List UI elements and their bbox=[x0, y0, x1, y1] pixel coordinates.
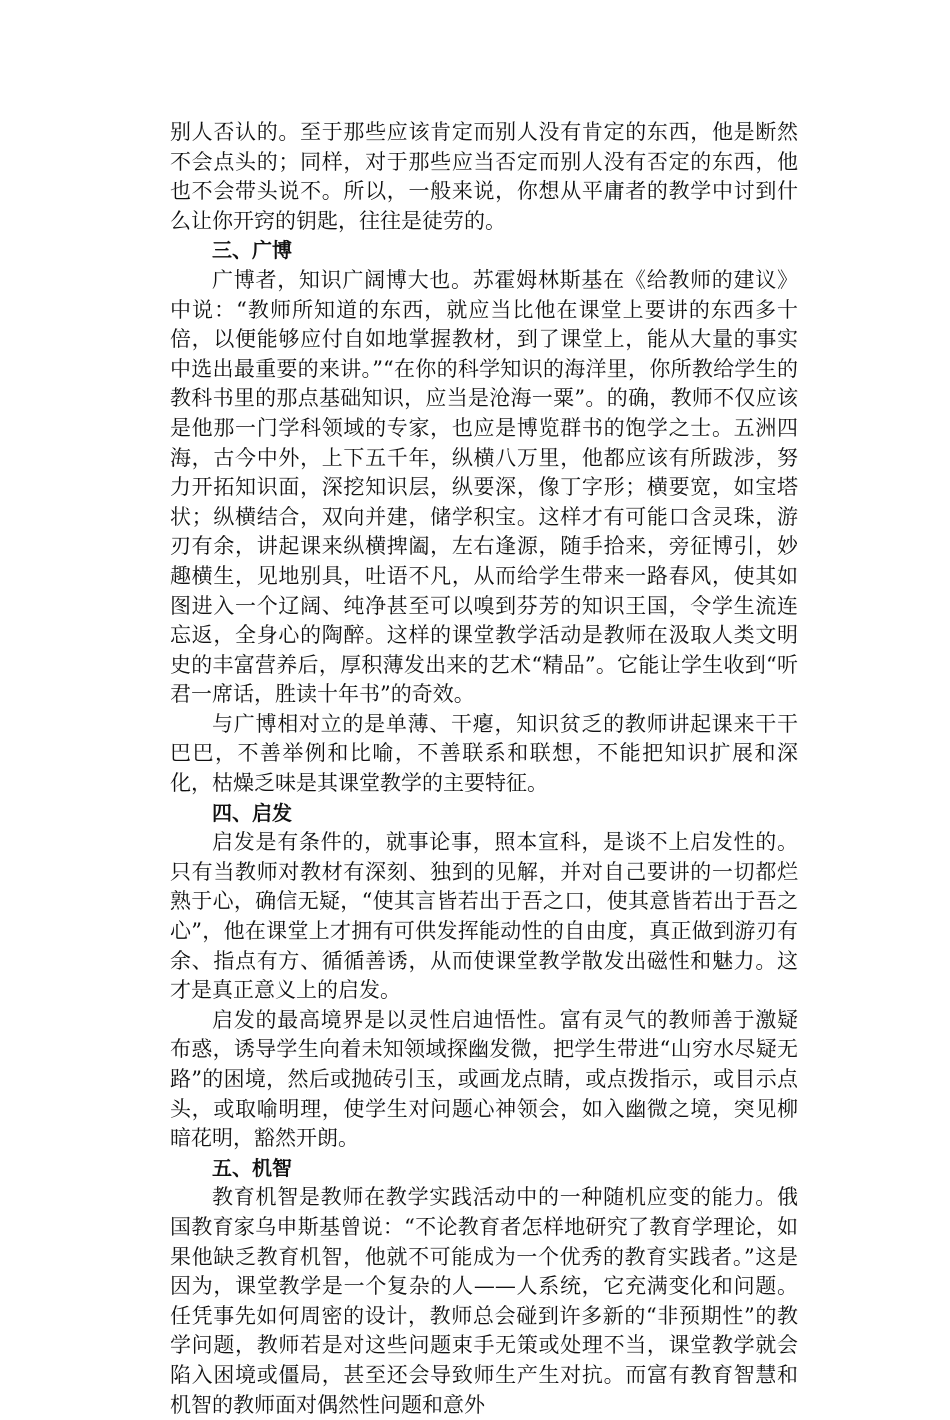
paragraph-qifa-1: 启发是有条件的，就事论事，照本宣科，是谈不上启发性的。只有当教师对教材有深刻、独到的见解，并对自己要讲的一切都烂熟于心，确信无疑，“使其言皆若出于吾之口，使其意皆若出于吾之心”，他在课堂上才拥有可供发挥能动性的自由度，真正做到游刃有余、指点有方、循循善诱，从而使课堂教学散发出磁性和魅力。这才是真正意义上的启发。 bbox=[170, 830, 798, 1003]
section-heading-guangbo: 三、广博 bbox=[212, 238, 292, 263]
paragraph-qifa-2: 启发的最高境界是以灵性启迪悟性。富有灵气的教师善于激疑布惑，诱导学生向着未知领域探幽发微，把学生带进“山穷水尽疑无路”的困境，然后或抛砖引玉，或画龙点睛，或点拨指示，或目示点头，或取喻明理，使学生对问题心神领会，如入幽微之境，突见柳暗花明，豁然开朗。 bbox=[170, 1007, 798, 1151]
document-page bbox=[170, 118, 798, 1420]
paragraph-jizhi-1: 教育机智是教师在教学实践活动中的一种随机应变的能力。俄国教育家乌申斯基曾说：“不论教育者怎样地研究了教育学理论，如果他缺乏教育机智，他就不可能成为一个优秀的教育实践者。”这是因为，课堂教学是一个复杂的人——人系统，它充满变化和问题。任凭事先如何周密的设计，教师总会碰到许多新的“非预期性”的教学问题，教师若是对这些问题束手无策或处理不当，课堂教学就会陷入困境或僵局，甚至还会导致师生产生对抗。而富有教育智慧和机智的教师面对偶然性问题和意外 bbox=[170, 1185, 798, 1417]
paragraph-continuation: 别人否认的。至于那些应该肯定而别人没有肯定的东西，他是断然不会点头的；同样，对于那些应当否定而别人没有否定的东西，他也不会带头说不。所以，一般来说，你想从平庸者的教学中讨到什么让你开窍的钥匙，往往是徒劳的。 bbox=[170, 120, 798, 233]
section-heading-qifa: 四、启发 bbox=[212, 800, 292, 825]
paragraph-guangbo-1: 广博者，知识广阔博大也。苏霍姆林斯基在《给教师的建议》中说：“教师所知道的东西，就应当比他在课堂上要讲的东西多十倍，以便能够应付自如地掌握教材，到了课堂上，能从大量的事实中选出最重要的来讲。”“在你的科学知识的海洋里，你所教给学生的教科书里的那点基础知识，应当是沧海一粟”。的确，教师不仅应该是他那一门学科领域的专家，也应是博览群书的饱学之士。五洲四海，古今中外，上下五千年，纵横八万里，他都应该有所跋涉，努力开拓知识面，深挖知识层，纵要深，像丁字形；横要宽，如宝塔状；纵横结合，双向并建，储学积宝。这样才有可能口含灵珠，游刃有余，讲起课来纵横捭阖，左右逢源，随手拾来，旁征博引，妙趣横生，见地别具，吐语不凡，从而给学生带来一路春风，使其如图进入一个辽阔、纯净甚至可以嗅到芬芳的知识王国，令学生流连忘返，全身心的陶醉。这样的课堂教学活动是教师在汲取人类文明史的丰富营养后，厚积薄发出来的艺术“精品”。它能让学生收到“听君一席话，胜读十年书”的奇效。 bbox=[170, 267, 798, 707]
paragraph-guangbo-2: 与广博相对立的是单薄、干瘪，知识贫乏的教师讲起课来干干巴巴，不善举例和比喻，不善联系和联想，不能把知识扩展和深化，枯燥乏味是其课堂教学的主要特征。 bbox=[170, 711, 798, 796]
section-heading-jizhi: 五、机智 bbox=[212, 1155, 292, 1180]
